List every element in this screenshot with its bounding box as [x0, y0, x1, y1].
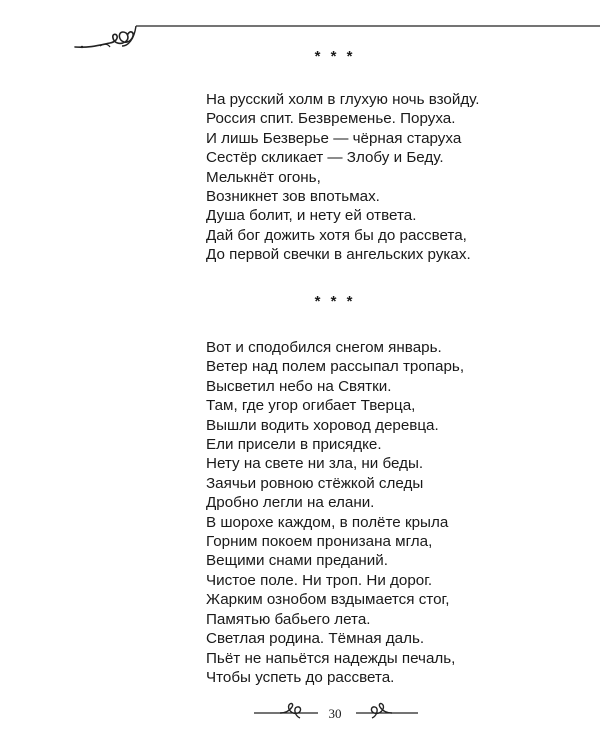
poem-line: Горним покоем пронизана мгла, [206, 533, 433, 551]
poem-line: Сестёр скликает — Злобу и Беду. [206, 149, 444, 167]
poem-stanza-2 [206, 338, 464, 687]
poem-line: Душа болит, и нету ей ответа. [206, 207, 417, 225]
poem-line: Высветил небо на Святки. [206, 377, 392, 395]
poem-line: На русский холм в глухую ночь взойду. [206, 91, 480, 108]
poem-line: Дай бог дожить хотя бы до рассвета, [206, 226, 467, 244]
poem-line: Ветер над полем рассыпал тропарь, [206, 358, 465, 376]
poem-line: Жарким ознобом вздымается стог, [206, 591, 450, 609]
poem-stanza-1 [206, 90, 479, 265]
poem-line: Мелькнёт огонь, [206, 168, 321, 186]
poem-line: Заячьи ровною стёжкой следы [206, 474, 424, 492]
poem-line: Ели присели в присядке. [206, 436, 382, 454]
poem-line: Нету на свете ни зла, ни беды. [206, 455, 424, 473]
poem-line: Чтобы успеть до рассвета. [206, 668, 395, 686]
page-number: 30 [328, 706, 342, 721]
poem-line: Дробно легли на елани. [206, 494, 375, 512]
poem-line: Вещими снами преданий. [206, 552, 388, 570]
poem-line: Вышли водить хоровод деревца. [206, 416, 439, 434]
poem-line: До первой свечки в ангельских руках. [206, 246, 471, 264]
poem-line: И лишь Безверье — чёрная старуха [206, 129, 462, 147]
section-separator: * * * [314, 48, 356, 65]
section-separator: * * * [314, 293, 356, 310]
poem-line: Чистое поле. Ни троп. Ни дорог. [206, 571, 433, 589]
poem-line: Возникнет зов впотьмах. [206, 188, 380, 206]
poem-line: Там, где угор огибает Тверца, [206, 397, 416, 415]
poem-line: В шорохе каждом, в полёте крыла [206, 513, 449, 531]
poem-line: Вот и сподобился снегом январь. [206, 339, 442, 356]
poem-line: Светлая родина. Тёмная даль. [206, 630, 425, 648]
poem-line: Россия спит. Безвременье. Поруха. [206, 110, 456, 128]
poem-line: Памятью бабьего лета. [206, 610, 371, 628]
poem-line: Пьёт не напьётся надежды печаль, [206, 649, 456, 667]
